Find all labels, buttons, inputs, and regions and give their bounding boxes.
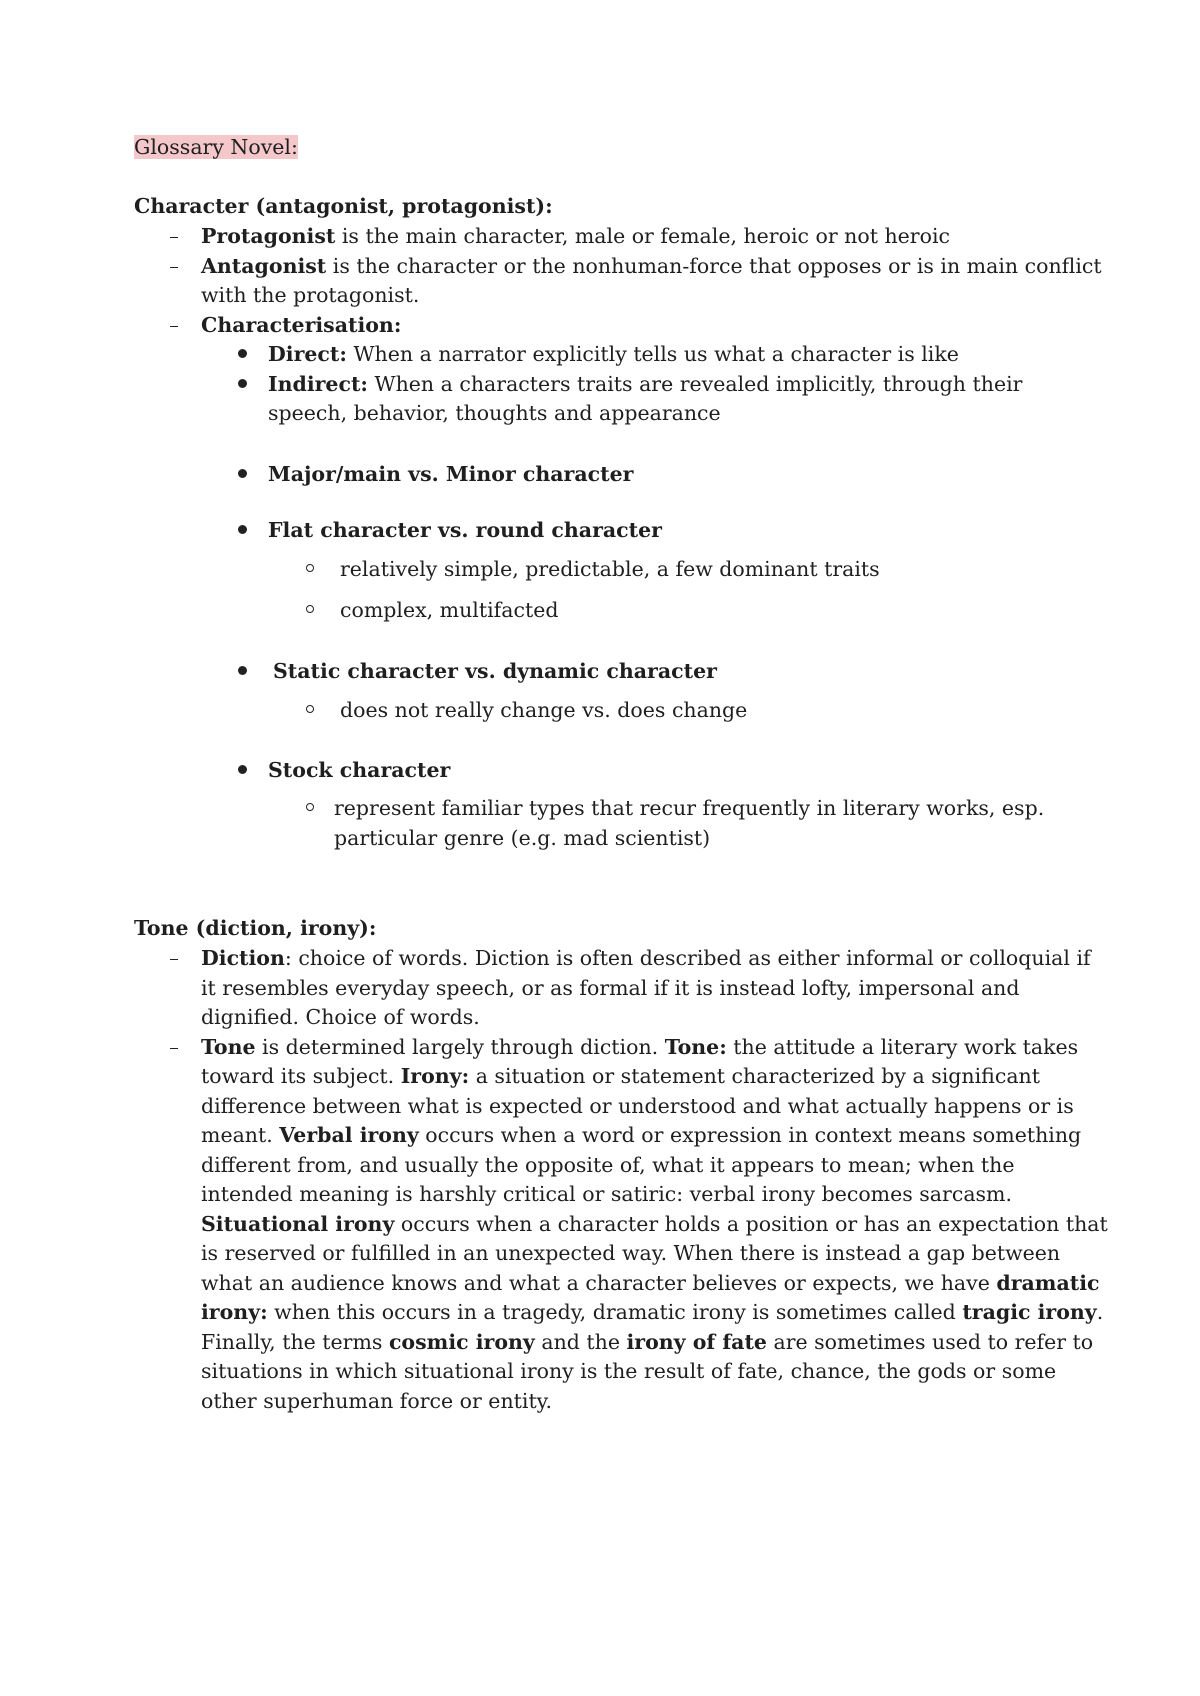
stock-description-cont: particular genre (e.g. mad scientist) <box>334 826 711 850</box>
tone-paragraph-line: difference between what is expected or understood and what actually happens or is <box>201 1094 1074 1118</box>
tone-paragraph-line: situations in which situational irony is the result of fate, chance, the gods or some <box>201 1359 1057 1383</box>
flat-round-item: Flat character vs. round character <box>268 518 662 542</box>
tone-paragraph-line: toward its subject. Irony: a situation or statement characterized by a significant <box>201 1064 1040 1088</box>
document-title: Glossary Novel: <box>134 135 298 159</box>
dot-bullet <box>238 525 247 534</box>
indirect-definition: Indirect: When a characters traits are revealed implicitly, through their <box>268 372 1023 396</box>
dot-bullet <box>238 765 247 774</box>
dot-bullet <box>238 349 247 358</box>
antagonist-definition: Antagonist is the character or the nonhuman-force that opposes or is in main conflict <box>201 254 1102 278</box>
tone-paragraph-line: intended meaning is harshly critical or satiric: verbal irony becomes sarcasm. <box>201 1182 1013 1206</box>
dot-bullet <box>238 666 247 675</box>
major-minor-item: Major/main vs. Minor character <box>268 462 634 486</box>
antagonist-definition-cont: with the protagonist. <box>201 283 420 307</box>
tone-paragraph-line: Tone is determined largely through diction. Tone: the attitude a literary work takes <box>201 1035 1079 1059</box>
diction-definition-cont: it resembles everyday speech, or as formal if it is instead lofty, impersonal and <box>201 976 1020 1000</box>
dash-bullet <box>170 1048 178 1049</box>
dash-bullet <box>170 959 178 960</box>
dash-bullet <box>170 237 178 238</box>
circle-bullet <box>306 564 314 572</box>
characterisation-label: Characterisation: <box>201 313 402 337</box>
dash-bullet <box>170 267 178 268</box>
section-heading-tone: Tone (diction, irony): <box>134 916 377 940</box>
diction-definition: Diction: choice of words. Diction is often described as either informal or colloquial if <box>201 946 1091 970</box>
static-dynamic-item: Static character vs. dynamic character <box>273 659 717 683</box>
circle-bullet <box>306 705 314 713</box>
tone-paragraph-line: other superhuman force or entity. <box>201 1389 553 1413</box>
stock-item: Stock character <box>268 758 451 782</box>
dot-bullet <box>238 469 247 478</box>
tone-paragraph-line: what an audience knows and what a character believes or expects, we have dramatic <box>201 1271 1100 1295</box>
dash-bullet <box>170 326 178 327</box>
tone-paragraph-line: Situational irony occurs when a character holds a position or has an expectation that <box>201 1212 1108 1236</box>
protagonist-definition: Protagonist is the main character, male or female, heroic or not heroic <box>201 224 950 248</box>
indirect-definition-cont: speech, behavior, thoughts and appearance <box>268 401 721 425</box>
section-heading-character: Character (antagonist, protagonist): <box>134 194 553 218</box>
tone-paragraph-line: different from, and usually the opposite of, what it appears to mean; when the <box>201 1153 1015 1177</box>
tone-paragraph-line: meant. Verbal irony occurs when a word or expression in context means something <box>201 1123 1082 1147</box>
static-dynamic-description: does not really change vs. does change <box>340 698 748 722</box>
circle-bullet <box>306 605 314 613</box>
flat-description: relatively simple, predictable, a few dominant traits <box>340 557 880 581</box>
dot-bullet <box>238 379 247 388</box>
round-description: complex, multifacted <box>340 598 559 622</box>
stock-description: represent familiar types that recur frequently in literary works, esp. <box>334 796 1045 820</box>
diction-definition-cont: dignified. Choice of words. <box>201 1005 480 1029</box>
tone-paragraph-line: Finally, the terms cosmic irony and the irony of fate are sometimes used to refer to <box>201 1330 1094 1354</box>
circle-bullet <box>306 803 314 811</box>
tone-paragraph-line: is reserved or fulfilled in an unexpected way. When there is instead a gap between <box>201 1241 1061 1265</box>
tone-paragraph-line: irony: when this occurs in a tragedy, dramatic irony is sometimes called tragic irony. <box>201 1300 1104 1324</box>
direct-definition: Direct: When a narrator explicitly tells us what a character is like <box>268 342 959 366</box>
